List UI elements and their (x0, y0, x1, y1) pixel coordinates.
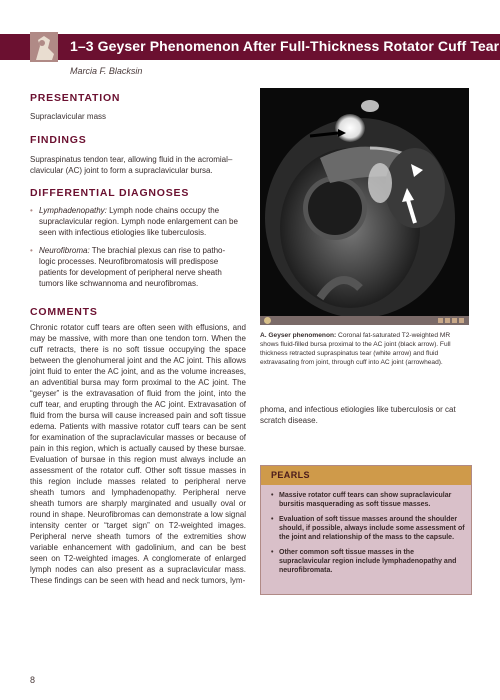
findings-text (30, 154, 250, 176)
pearls-list (271, 491, 466, 581)
shoulder-logo-icon (30, 32, 58, 62)
pearls-title: PEARLS (271, 470, 310, 480)
bullet-icon: • (30, 246, 33, 255)
square-icon (452, 318, 457, 323)
ddx-line: supraclavicular region. Lymph node enlargement can be (39, 217, 238, 226)
pearls-box (260, 465, 472, 595)
pearls-title-bar (261, 466, 471, 485)
list-item (271, 515, 466, 542)
findings-heading: FINDINGS (30, 134, 87, 146)
square-icon (445, 318, 450, 323)
comments-text: Chronic rotator cuff tears are often seen with effusions, and may be massive, with more than one tendon torn. When the cuff retracts, there is no soft tissue occupying the space between the glenohumeral joint and the AC joint. This allows joint fluid to enter the AC joint, and as the volume increases, an adventitial bursa may form proximal to the AC joint. The “geyser” is the extravasation of fluid from the joint, into the cuff tear, and erupting through the AC joint. Extravasation of fluid from the bursa will cause increased pain and soft tissue edema. Patients with massive rotator cuff tears can be sent for examination of the supraclavicular masses or because of pain in this region, which is actually caused by these bursae. Evaluation of bursae in this region must always include an assessment of the rotator cuff. Other soft tissue masses in this region include masses related to peripheral nerve sheath tumors and lymphadenopathy. Peripheral nerve sheath tumors are sharply marginated and usually oval or round in shape. Neurofibromas can demonstrate a low signal intensity center or “target sign” on T2-weighted images. Peripheral nerve sheath tumors of the extremities show variable enhancement with gadolinium, and can be best seen on T2-weighted images. A conglomerate of enlarged lymph nodes can also present as a supraclavicular mass. These findings can be seen with head and neck tumors, lym- (30, 323, 246, 585)
list-item (271, 491, 466, 509)
ddx-line: tumors like schwannoma and neurofibromas. (39, 279, 199, 288)
ddx-line: The brachial plexus can rise to patho- (89, 246, 226, 255)
square-icon (459, 318, 464, 323)
ddx-line: patients for development of peripheral nerve sheath (39, 268, 222, 277)
list-item (30, 205, 248, 238)
pearl-text: Evaluation of soft tissue masses around the shoulder should, if possible, always include some assessment of the joint and relationship of the mass to the capsule. (279, 516, 465, 541)
caption-text: Coronal fat-saturated T2-weighted MR shows fluid-filled bursa proximal to the AC joint (black arrow). Full thickness retracted supraspinatus tear (white arrow) and fluid extravasating from joint, through cuff into AC joint (arrowhead). (260, 332, 451, 366)
mri-figure (260, 88, 469, 325)
ddx-line: Lymph node chains occupy the (106, 206, 220, 215)
square-icon (438, 318, 443, 323)
ddx-line: seen with infectious etiologies like tuberculosis. (39, 228, 207, 237)
pearl-text: Other common soft tissue masses in the supraclavicular region include lymphadenopathy and neurofibromata. (279, 549, 457, 574)
ddx-line: logic processes. Neurofibromatosis will predispose (39, 257, 219, 266)
comments-continued-text: phoma, and infectious etiologies like tuberculosis or cat scratch disease. (260, 405, 456, 425)
figure-caption (260, 331, 469, 367)
bullet-icon: • (271, 516, 274, 523)
ddx-term: Lymphadenopathy: (39, 206, 107, 215)
findings-line: clavicular (AC) joint to form a supraclavicular bursa. (30, 166, 213, 175)
presentation-text: Supraclavicular mass (30, 112, 107, 121)
findings-line: Supraspinatus tendon tear, allowing fluid in the acromial– (30, 155, 233, 164)
differential-heading: DIFFERENTIAL DIAGNOSES (30, 187, 190, 199)
bullet-icon: • (271, 492, 274, 499)
page-number: 8 (30, 675, 36, 685)
pearl-text: Massive rotator cuff tears can show supraclavicular bursitis masquerading as soft tissue masses. (279, 492, 452, 508)
caption-lead: A. Geyser phenomenon: (260, 332, 337, 339)
circle-icon (264, 317, 271, 324)
list-item (30, 245, 248, 289)
chapter-title: 1–3 Geyser Phenomenon After Full-Thickness Rotator Cuff Tear (70, 38, 500, 54)
differential-list (30, 205, 248, 296)
figure-strip (260, 316, 469, 325)
list-item (271, 548, 466, 575)
ddx-term: Neurofibroma: (39, 246, 90, 255)
presentation-heading: PRESENTATION (30, 92, 121, 104)
bullet-icon: • (271, 549, 274, 556)
bullet-icon: • (30, 206, 33, 215)
author-name: Marcia F. Blacksin (70, 66, 143, 76)
comments-heading: COMMENTS (30, 306, 98, 318)
